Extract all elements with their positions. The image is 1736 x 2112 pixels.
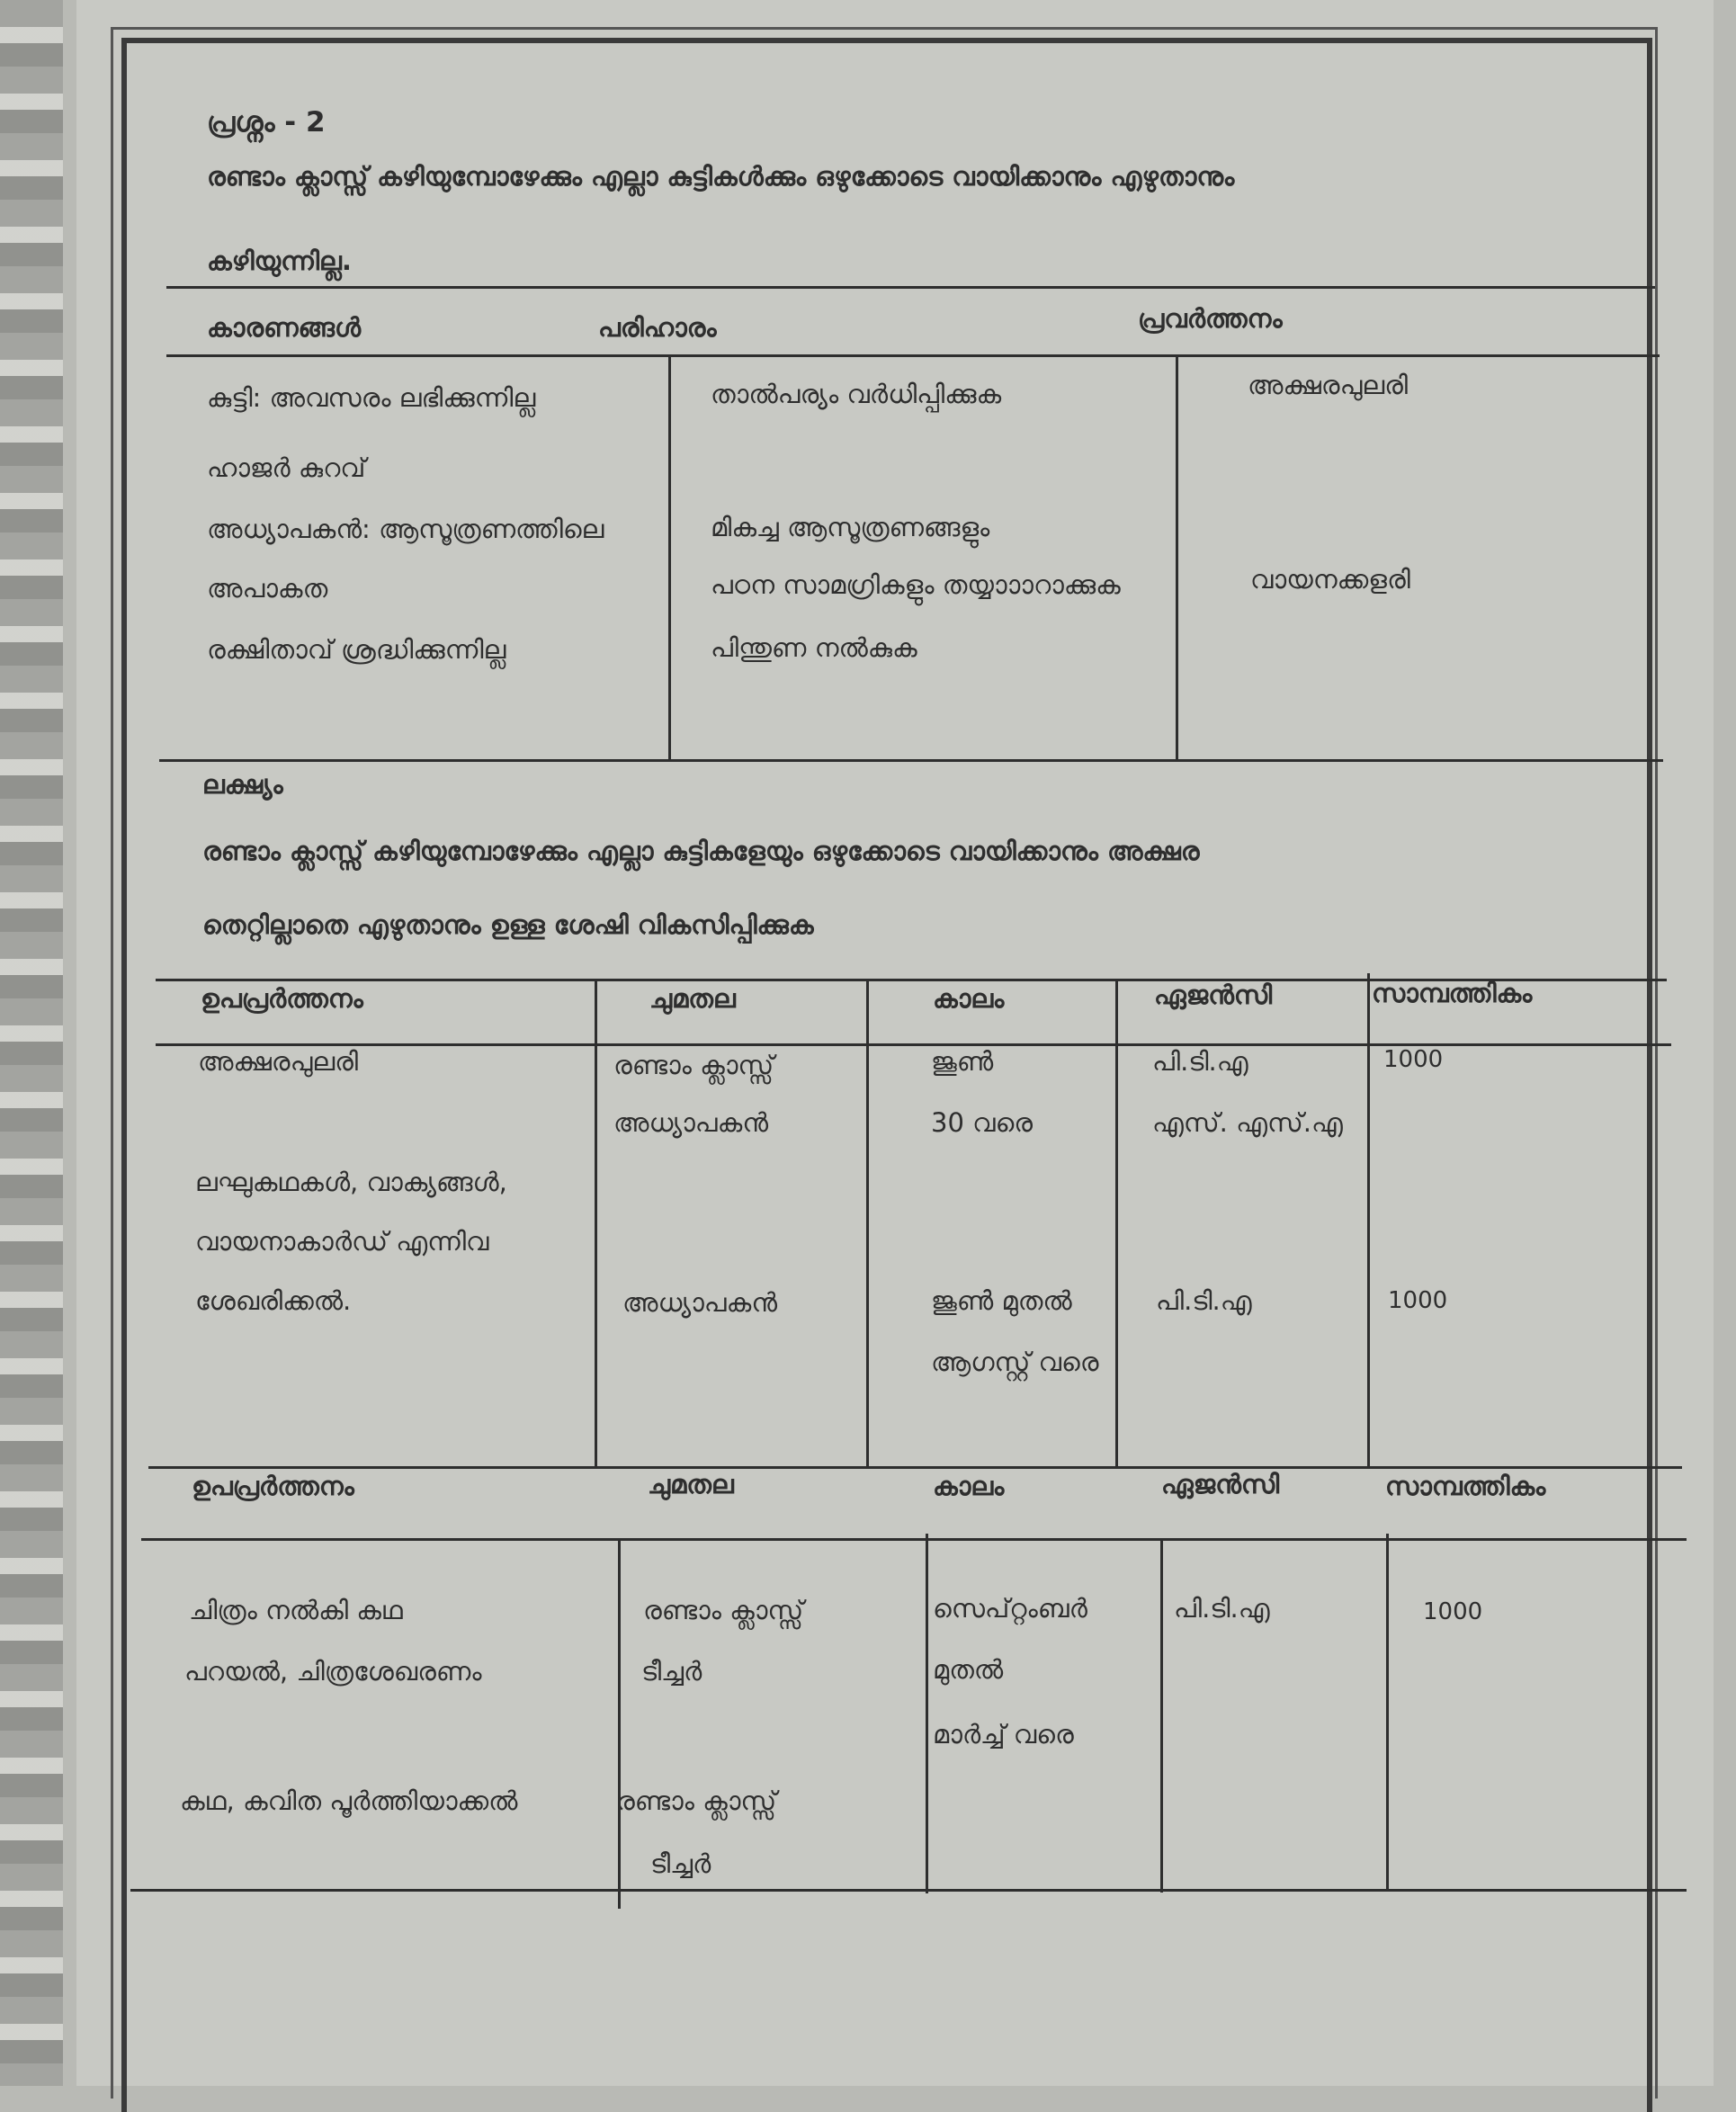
table2-col-divider-3 bbox=[1115, 980, 1118, 1466]
table1-col-divider-2 bbox=[1176, 356, 1178, 761]
table2-col-divider-1 bbox=[595, 980, 597, 1466]
t3-period-3: മാർച്ച് വരെ bbox=[933, 1719, 1074, 1750]
t3-period-1: സെപ്റ്റംബർ bbox=[933, 1593, 1087, 1624]
t2-agency-3: പി.ടി.എ bbox=[1156, 1285, 1252, 1316]
cause-2: ഹാജർ കുറവ് bbox=[207, 452, 366, 483]
t2-agency-1: പി.ടി.എ bbox=[1152, 1046, 1248, 1077]
t2-activity-3: വായനാകാർഡ് എന്നിവ bbox=[195, 1226, 489, 1257]
remedy-2: മികച്ച ആസൂത്രണങ്ങളും bbox=[711, 512, 990, 542]
remedy-4: പിന്തുണ നൽകുക bbox=[711, 632, 917, 663]
table3-header-activity: ഉപപ്രർത്തനം bbox=[192, 1471, 354, 1501]
table2-header-activity: ഉപപ്രർത്തനം bbox=[201, 983, 363, 1014]
t2-activity-2: ലഘുകഥകൾ, വാക്യങ്ങൾ, bbox=[195, 1167, 507, 1197]
activity-1: അക്ഷരപുലരി bbox=[1248, 370, 1409, 400]
table1-header-remedy: പരിഹാരം bbox=[598, 312, 717, 343]
problem-line-2: കഴിയുന്നില്ല. bbox=[207, 246, 352, 276]
table2-header-agency: ഏജൻസി bbox=[1154, 980, 1273, 1010]
t3-resp-1: രണ്ടാം ക്ലാസ്സ് bbox=[643, 1595, 804, 1625]
spiral-binding bbox=[0, 0, 63, 2086]
t2-period-4: ആഗസ്റ്റ് വരെ bbox=[931, 1347, 1099, 1377]
t2-period-1: ജൂൺ bbox=[931, 1046, 994, 1077]
cause-4: അപാകത bbox=[207, 573, 328, 604]
table1-top-rule bbox=[166, 286, 1655, 289]
table1-header-rule bbox=[166, 354, 1660, 357]
cause-3: അധ്യാപകൻ: ആസൂത്രണത്തിലെ bbox=[207, 514, 604, 544]
t3-activity-3: കഥ, കവിത പൂർത്തിയാക്കൽ bbox=[180, 1785, 518, 1816]
t2-activity-1: അക്ഷരപുലരി bbox=[198, 1046, 359, 1077]
activity-2: വായനക്കളരി bbox=[1250, 564, 1410, 595]
remedy-3: പഠന സാമഗ്രികളും തയ്യാാാറാക്കുക bbox=[711, 569, 1121, 600]
t2-period-3: ജൂൺ മുതൽ bbox=[931, 1285, 1072, 1316]
cause-1: കുട്ടി: അവസരം ലഭിക്കുന്നില്ല bbox=[207, 382, 536, 413]
table3-header-responsibility: ചുമതല bbox=[648, 1469, 734, 1499]
t3-activity-1: ചിത്രം നൽകി കഥ bbox=[189, 1595, 403, 1625]
table3-top-rule bbox=[148, 1466, 1682, 1469]
table2-header-period: കാലം bbox=[933, 983, 1005, 1014]
t2-period-2: 30 വരെ bbox=[931, 1107, 1034, 1138]
t2-resp-1: രണ്ടാം ക്ലാസ്സ് bbox=[613, 1050, 774, 1080]
t3-resp-4: ടീച്ചർ bbox=[650, 1848, 711, 1879]
table2-col-divider-4 bbox=[1367, 973, 1370, 1466]
table2-header-finance: സാമ്പത്തികം bbox=[1372, 978, 1533, 1008]
table3-col-divider-3 bbox=[1160, 1540, 1163, 1893]
problem-line-1: രണ്ടാം ക്ലാസ്സ് കഴിയുമ്പോഴേക്കും എല്ലാ കുട്ടികൾക്കും ഒഴുക്കോടെ വായിക്കാനും എഴുതാനും bbox=[207, 161, 1235, 192]
t2-activity-4: ശേഖരിക്കൽ. bbox=[195, 1285, 352, 1316]
t3-period-2: മുതൽ bbox=[933, 1654, 1004, 1685]
table3-col-divider-2 bbox=[926, 1534, 928, 1893]
t2-finance-2: 1000 bbox=[1388, 1287, 1448, 1314]
t2-resp-3: അധ്യാപകൻ bbox=[622, 1287, 778, 1318]
t2-finance-1: 1000 bbox=[1383, 1046, 1444, 1073]
table1-header-activity: പ്രവർത്തനം bbox=[1138, 303, 1283, 334]
table3-header-finance: സാമ്പത്തികം bbox=[1385, 1471, 1546, 1501]
goal-line-2: തെറ്റില്ലാതെ എഴുതാനും ഉള്ള ശേഷി വികസിപ്പിക്കുക bbox=[202, 909, 814, 940]
table3-bottom-rule bbox=[130, 1889, 1687, 1892]
t2-agency-2: എസ്. എസ്.എ bbox=[1152, 1107, 1343, 1138]
document-page bbox=[76, 0, 1714, 2086]
table1-header-causes: കാരണങ്ങൾ bbox=[207, 312, 362, 343]
table1-col-divider-1 bbox=[668, 356, 671, 761]
t3-resp-2: ടീച്ചർ bbox=[641, 1656, 702, 1687]
table3-header-rule bbox=[141, 1538, 1687, 1541]
table3-header-agency: ഏജൻസി bbox=[1161, 1469, 1280, 1499]
table3-col-divider-1 bbox=[618, 1540, 621, 1909]
table2-header-rule bbox=[156, 1043, 1671, 1046]
table2-col-divider-2 bbox=[866, 980, 869, 1466]
table3-col-divider-4 bbox=[1386, 1534, 1389, 1889]
t2-resp-2: അധ്യാപകൻ bbox=[613, 1107, 769, 1138]
table2-header-responsibility: ചുമതല bbox=[649, 983, 736, 1014]
t3-agency-1: പി.ടി.എ bbox=[1174, 1593, 1270, 1624]
table1-bottom-rule bbox=[159, 759, 1663, 762]
goal-heading: ലക്ഷ്യം bbox=[202, 769, 283, 800]
t3-resp-3: രണ്ടാം ക്ലാസ്സ് bbox=[616, 1785, 777, 1816]
t3-finance-1: 1000 bbox=[1423, 1598, 1483, 1625]
t3-activity-2: പറയൽ, ചിത്രശേഖരണം bbox=[184, 1656, 482, 1687]
table3-header-period: കാലം bbox=[933, 1471, 1005, 1501]
question-title: പ്രശ്നം - 2 bbox=[207, 106, 326, 139]
goal-line-1: രണ്ടാം ക്ലാസ്സ് കഴിയുമ്പോഴേക്കും എല്ലാ കുട്ടികളേയും ഒഴുക്കോടെ വായിക്കാനും അക്ഷര bbox=[202, 836, 1200, 866]
remedy-1: താൽപര്യം വർധിപ്പിക്കുക bbox=[711, 379, 1002, 409]
cause-5: രക്ഷിതാവ് ശ്രദ്ധിക്കുന്നില്ല bbox=[207, 634, 506, 665]
